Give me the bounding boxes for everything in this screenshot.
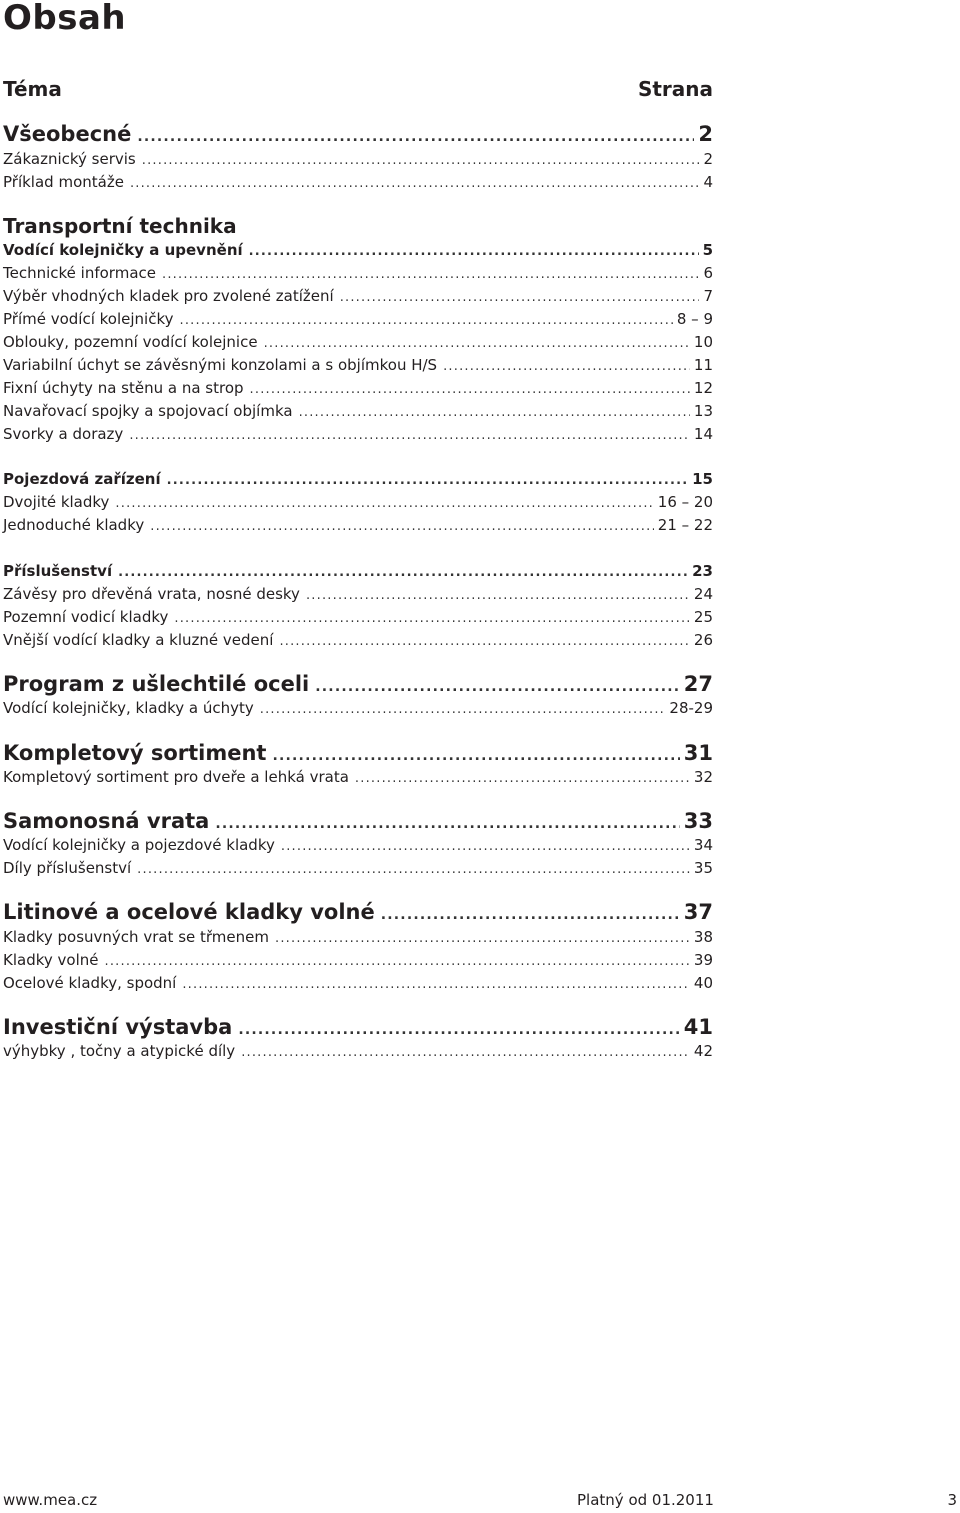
toc-dot-leader xyxy=(340,287,700,309)
toc-row xyxy=(3,926,713,948)
page-title: Obsah xyxy=(3,0,127,38)
toc-entry-page: 5 xyxy=(702,241,713,259)
toc-row xyxy=(3,491,713,513)
toc-entry-label: Oblouky, pozemní vodící kolejnice xyxy=(3,333,258,351)
toc-entry-page: 38 xyxy=(693,928,713,946)
toc-row xyxy=(3,857,713,879)
toc-entry-label: Zákaznický servis xyxy=(3,150,136,168)
toc-dot-leader xyxy=(355,768,690,790)
toc-entry-page: 35 xyxy=(693,859,713,877)
toc-entry-page: 37 xyxy=(683,900,713,924)
toc-dot-leader xyxy=(137,859,690,881)
toc-entry-label: Samonosná vrata xyxy=(3,809,210,833)
toc-entry-page: 40 xyxy=(693,974,713,992)
toc-dot-leader xyxy=(167,470,689,492)
toc-row xyxy=(3,148,713,170)
toc-entry-page: 28-29 xyxy=(669,699,713,717)
toc-entry-page: 39 xyxy=(693,951,713,969)
toc-dot-leader xyxy=(281,836,690,858)
toc-row xyxy=(3,949,713,971)
toc-entry-label: Výběr vhodných kladek pro zvolené zatížení xyxy=(3,287,334,305)
toc-row xyxy=(3,285,713,307)
toc-dot-leader xyxy=(180,310,673,332)
toc-entry-label: Díly příslušenství xyxy=(3,859,132,877)
toc-row xyxy=(3,1040,713,1062)
toc-entry-page: 13 xyxy=(693,402,713,420)
toc-entry-label: Pojezdová zařízení xyxy=(3,470,161,488)
toc-entry-page: 32 xyxy=(693,768,713,786)
toc-row xyxy=(3,972,713,994)
toc-row xyxy=(3,377,713,399)
toc-row xyxy=(3,670,713,698)
toc-entry-label: Navařovací spojky a spojovací objímka xyxy=(3,402,293,420)
toc-row xyxy=(3,834,713,856)
toc-entry-page: 6 xyxy=(703,264,713,282)
toc-row xyxy=(3,560,713,582)
toc-dot-leader xyxy=(241,1042,690,1064)
toc-entry-label: Pozemní vodicí kladky xyxy=(3,608,169,626)
toc-dot-leader xyxy=(162,264,699,286)
toc-entry-page: 31 xyxy=(683,741,713,765)
toc-row xyxy=(3,331,713,353)
toc-row xyxy=(3,354,713,376)
toc-row xyxy=(3,400,713,422)
toc-entry-label: Přímé vodící kolejničky xyxy=(3,310,174,328)
toc-entry-page: 41 xyxy=(683,1015,713,1039)
toc-row xyxy=(3,468,713,490)
toc-row xyxy=(3,514,713,536)
toc-dot-leader xyxy=(306,585,690,607)
toc-row xyxy=(3,583,713,605)
toc-entry-page: 25 xyxy=(693,608,713,626)
toc-entry-label: Transportní technika xyxy=(3,214,237,238)
toc-row xyxy=(3,629,713,651)
toc-dot-leader xyxy=(260,699,666,721)
toc-entry-page: 10 xyxy=(693,333,713,351)
toc-row xyxy=(3,606,713,628)
toc-dot-leader xyxy=(137,123,694,151)
footer-valid-from: Platný od 01.2011 xyxy=(577,1491,714,1509)
toc-entry-label: Litinové a ocelové kladky volné xyxy=(3,900,375,924)
toc-entry-page: 26 xyxy=(693,631,713,649)
toc-row xyxy=(3,262,713,284)
toc-entry-label: Kompletový sortiment pro dveře a lehká vrata xyxy=(3,768,349,786)
toc-entry-page: 7 xyxy=(703,287,713,305)
toc-entry-label: Kladky posuvných vrat se třmenem xyxy=(3,928,269,946)
toc-entry-page: 12 xyxy=(693,379,713,397)
toc-entry-page: 16 – 20 xyxy=(657,493,713,511)
toc-entry-page: 33 xyxy=(683,809,713,833)
toc-entry-page: 27 xyxy=(683,672,713,696)
toc-entry-label: Program z ušlechtilé oceli xyxy=(3,672,310,696)
toc-row xyxy=(3,423,713,445)
toc-entry-label: Vodící kolejničky a pojezdové kladky xyxy=(3,836,275,854)
toc-entry-label: Závěsy pro dřevěná vrata, nosné desky xyxy=(3,585,300,603)
toc-dot-leader xyxy=(129,425,690,447)
toc-dot-leader xyxy=(249,241,699,263)
toc-entry-label: Vnější vodící kladky a kluzné vedení xyxy=(3,631,274,649)
toc-dot-leader xyxy=(150,516,654,538)
toc-dot-leader xyxy=(142,150,700,172)
toc-entry-label: Vodící kolejničky a upevnění xyxy=(3,241,243,259)
topic-column-header: Téma xyxy=(3,77,62,101)
toc-row xyxy=(3,1013,713,1041)
toc-entry-label: Kompletový sortiment xyxy=(3,741,267,765)
toc-entry-label: Svorky a dorazy xyxy=(3,425,124,443)
toc-row xyxy=(3,239,713,261)
toc-entry-page: 14 xyxy=(693,425,713,443)
toc-entry-label: Technické informace xyxy=(3,264,156,282)
toc-entry-page: 24 xyxy=(693,585,713,603)
toc-entry-label: Jednoduché kladky xyxy=(3,516,145,534)
toc-dot-leader xyxy=(174,608,690,630)
toc-entry-page: 11 xyxy=(693,356,713,374)
toc-dot-leader xyxy=(264,333,690,355)
footer-page-number: 3 xyxy=(947,1491,957,1509)
toc-entry-label: Variabilní úchyt se závěsnými konzolami a s objímkou H/S xyxy=(3,356,438,374)
toc-dot-leader xyxy=(104,951,689,973)
toc-row xyxy=(3,171,713,193)
toc-dot-leader xyxy=(299,402,690,424)
toc-row xyxy=(3,212,713,240)
toc-entry-label: Kladky volné xyxy=(3,951,99,969)
toc-row xyxy=(3,697,713,719)
toc-entry-page: 4 xyxy=(703,173,713,191)
toc-entry-label: Fixní úchyty na stěnu a na strop xyxy=(3,379,244,397)
toc-entry-label: Příslušenství xyxy=(3,562,113,580)
toc-entry-page: 2 xyxy=(703,150,713,168)
toc-entry-label: Příklad montáže xyxy=(3,173,124,191)
footer-website: www.mea.cz xyxy=(3,1491,98,1509)
toc-row xyxy=(3,898,713,926)
toc-row xyxy=(3,739,713,767)
toc-entry-label: Všeobecné xyxy=(3,122,132,146)
toc-entry-page: 34 xyxy=(693,836,713,854)
toc-dot-leader xyxy=(250,379,690,401)
toc-row xyxy=(3,807,713,835)
toc-entry-page: 2 xyxy=(698,122,713,146)
toc-entry-label: Ocelové kladky, spodní xyxy=(3,974,177,992)
toc-dot-leader xyxy=(115,493,653,515)
toc-entry-page: 8 – 9 xyxy=(676,310,713,328)
toc-dot-leader xyxy=(279,631,689,653)
toc-entry-page: 15 xyxy=(692,470,713,488)
toc-dot-leader xyxy=(118,562,688,584)
toc-row xyxy=(3,766,713,788)
toc-entry-label: výhybky , točny a atypické díly xyxy=(3,1042,236,1060)
toc-dot-leader xyxy=(182,974,690,996)
toc-dot-leader xyxy=(275,928,690,950)
toc-entry-label: Dvojité kladky xyxy=(3,493,110,511)
toc-entry-page: 23 xyxy=(692,562,713,580)
toc-row xyxy=(3,120,713,148)
toc-dot-leader xyxy=(443,356,690,378)
toc-entry-label: Vodící kolejničky, kladky a úchyty xyxy=(3,699,254,717)
toc-row xyxy=(3,308,713,330)
toc-dot-leader xyxy=(130,173,700,195)
toc-entry-label: Investiční výstavba xyxy=(3,1015,233,1039)
toc-dot-leader xyxy=(381,901,680,929)
toc-entry-page: 42 xyxy=(693,1042,713,1060)
toc-entry-page: 21 – 22 xyxy=(657,516,713,534)
page-column-header: Strana xyxy=(637,77,713,101)
